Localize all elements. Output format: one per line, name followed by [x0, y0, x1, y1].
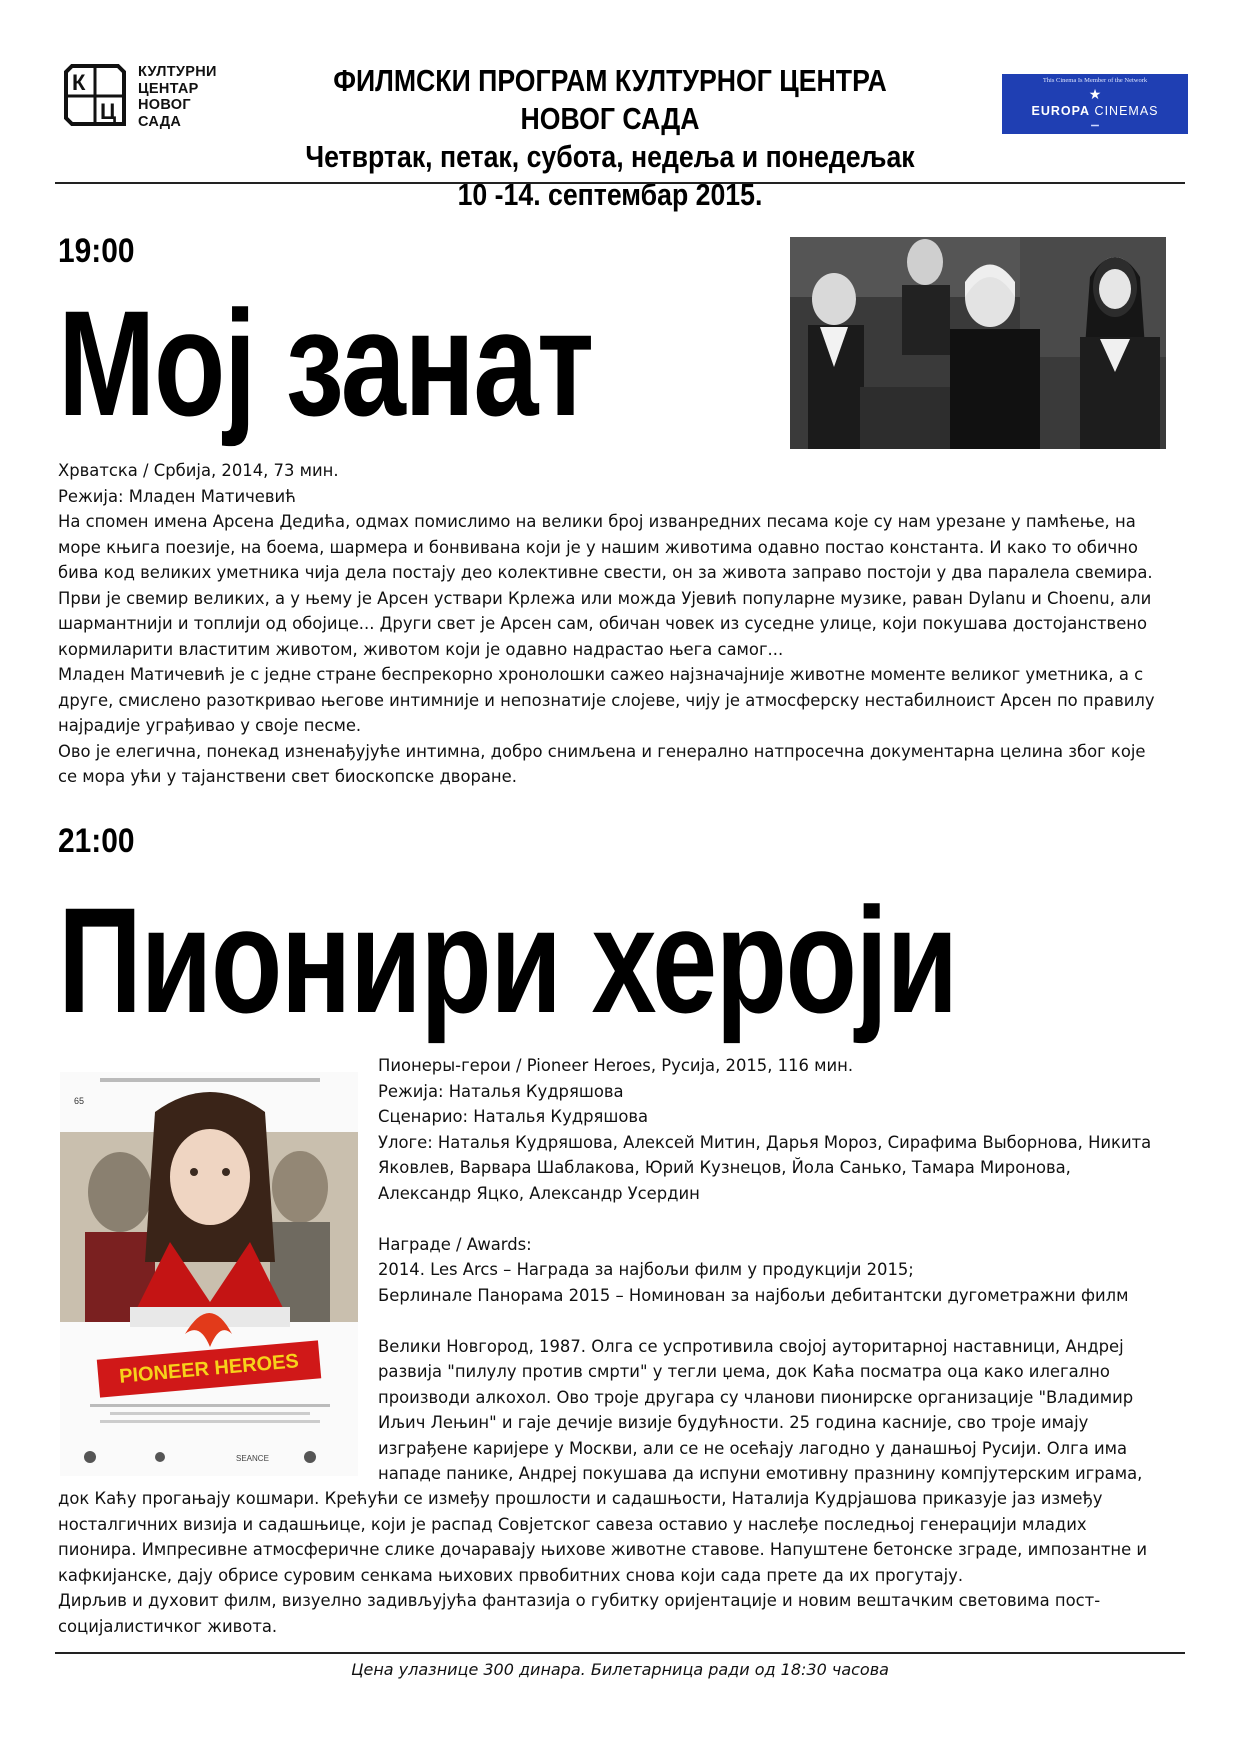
film2-meta: Пионеры-герои / Pioneer Heroes, Русија, 2015, 116 мин.: [378, 1056, 854, 1075]
europa-name-bold: EUROPA: [1031, 104, 1091, 118]
text-line: Младен Матичевић је с једне стране беспрекорно хронолошки сажео најзначајније животне моменте великог уметника, а с: [58, 665, 1144, 684]
header-divider: [55, 182, 1185, 184]
film1-title: Мој занат: [58, 279, 593, 447]
logo-letter-ts: Ц: [100, 99, 117, 124]
award-item: Берлинале Панорама 2015 – Номинован за најбољи дебитантски дугометражни филм: [378, 1285, 1129, 1305]
europa-cinemas-name: [1002, 104, 1188, 118]
text-line: кормиларити властитим животом, животом који је одавно надрастао њега самог...: [58, 639, 784, 659]
europa-member-text: This Cinema Is Member of the Network: [1042, 77, 1148, 84]
text-line: производи алкохол. Ово троје другара су чланови пионирске организације "Владимир: [378, 1387, 1134, 1407]
footer-divider: [55, 1652, 1185, 1654]
text-line: док Каћу прогањају кошмари. Крећући се између прошлости и садашњости, Наталија Кудрјашова приказује јаз између: [58, 1489, 1103, 1508]
film1-description: [58, 458, 1182, 790]
poster-logo: SEANCE: [236, 1454, 269, 1463]
text-line: развија "пилулу против смрти" у тегли џема, док Каћа посматра оца како илегално: [378, 1362, 1110, 1381]
text-line: изграђене каријере у Москви, али се не осећају лагодно у данашњој Русији. Олга има: [378, 1438, 1128, 1458]
star-icon: ★: [1088, 86, 1102, 102]
text-line: Иљич Лењин" и гаје дечије визије будућности. 25 година касније, сво троје имају: [378, 1413, 1089, 1432]
film2-synopsis-wide: [58, 1486, 1182, 1639]
text-line: Први је свемир великих, а у њему је Арсен уствари Крлежа или можда Ујевић популарне музике, раван Dylanu и Choenu, али: [58, 588, 1152, 608]
poster-title: PIONEER HEROES: [118, 1350, 300, 1388]
europa-sub-mark: ▂▂: [1091, 121, 1099, 127]
film2-cast: Улоге: Наталья Кудряшова, Алексей Митин, Дарья Мороз, Сирафима Выборнова, Никита: [378, 1132, 1152, 1152]
logo-line: САДА: [138, 113, 182, 130]
poster-badge: 65: [74, 1096, 85, 1106]
text-line: најрадије уграђивао у своје песме.: [58, 716, 362, 735]
text-line: Велики Новгород, 1987. Олга се успротивила својој ауторитарној наставници, Андреј: [378, 1336, 1124, 1356]
program-days: Четвртак, петак, субота, недеља и понедељак: [305, 139, 915, 174]
program-heading: [240, 62, 980, 214]
text-line: На спомен имена Арсена Дедића, одмах помислимо на велики број изванредних песама које су нам урезане у памћење, на: [58, 512, 1136, 531]
logo-letter-k: К: [72, 70, 86, 95]
film1-time: 19:00: [58, 232, 135, 270]
text-line: Дирљив и духовит филм, визуелно задивљујућа фантазија о губитку оријентације и новим вештачким световима пост-: [58, 1591, 1101, 1610]
film2-writer: Сценарио: Наталья Кудряшова: [378, 1107, 649, 1126]
award-item: 2014. Les Arcs – Награда за најбољи филм у продукцији 2015;: [378, 1260, 914, 1279]
film2-title: Пионири хероји: [58, 876, 957, 1044]
text-line: се мора ући у тајанствени свет биоскопске дворане.: [58, 767, 517, 786]
awards-label: Награде / Awards:: [378, 1234, 532, 1254]
film2-cast: Яковлев, Варвара Шаблакова, Юрий Кузнецов, Йола Санько, Тамара Миронова,: [378, 1158, 1071, 1177]
text-line: носталгичних визија и садашњице, који је распад Совјетског савеза оставио у наслеђе последњој генерацији младих: [58, 1514, 1087, 1534]
logo-line: КУЛТУРНИ: [138, 64, 217, 80]
film1-still-photo: [790, 237, 1166, 449]
text-line: кафкијанске, дају обрисе суровим сенкама њихових првобитних снова који сада прете да их прогутају.: [58, 1565, 964, 1585]
film2-director: Режија: Наталья Кудряшова: [378, 1081, 624, 1101]
text-line: друге, смислено разоткривао његове интимније и непознатије слојеве, чију је атмосферску нестабилноист Арсен по правилу: [58, 690, 1155, 710]
kcns-logo-mark: [62, 62, 128, 128]
europa-cinemas-badge: [1002, 74, 1188, 134]
text-line: море књига поезије, на боема, шармера и бонвивана који је у нашим животима одавно постао константа. И како то обично: [58, 537, 1138, 557]
text-line: шармантнији и топлији од обојице... Други свет је Арсен сам, обичан човек из суседне улице, који покушава достојанствено: [58, 614, 1148, 633]
logo-line: НОВОГ: [138, 97, 191, 113]
film2-details: [378, 1053, 1182, 1487]
ticket-info: Цена улазнице 300 динара. Билетарница ради од 18:30 часова: [351, 1660, 889, 1679]
text-line: Ово је елегична, понекад изненађујуће интимна, добро снимљена и генерално натпросечна документарна целина због које: [58, 741, 1146, 761]
film1-director: Режија: Младен Матичевић: [58, 486, 296, 506]
text-line: нападе панике, Андреј покушава да испуни емотивну празнину компјутерским играма,: [378, 1464, 1143, 1483]
kcns-logo: [62, 62, 262, 134]
europa-name-rest: CINEMAS: [1090, 104, 1159, 118]
text-line: пионира. Импресивне атмосферичне слике дочаравају њихове животне ставове. Напуштене бетонске зграде, импозантне и: [58, 1540, 1148, 1559]
text-line: бива код великих уметника чија дела постају део колективне свести, он за живота заправо постоји у два паралела свемира.: [58, 563, 1153, 582]
logo-text: [138, 64, 217, 130]
text-line: социјалистичког живота.: [58, 1616, 278, 1636]
program-dates: 10 -14. септембар 2015.: [457, 177, 763, 212]
film2-poster: [60, 1072, 358, 1476]
film2-cast: Александр Яцко, Александр Усердин: [378, 1183, 700, 1203]
logo-line: ЦЕНТАР: [138, 80, 199, 97]
film1-meta: Хрватска / Србија, 2014, 73 мин.: [58, 461, 339, 480]
film2-time: 21:00: [58, 822, 135, 860]
program-title: ФИЛМСКИ ПРОГРАМ КУЛТУРНОГ ЦЕНТРА НОВОГ САДА: [333, 63, 887, 136]
